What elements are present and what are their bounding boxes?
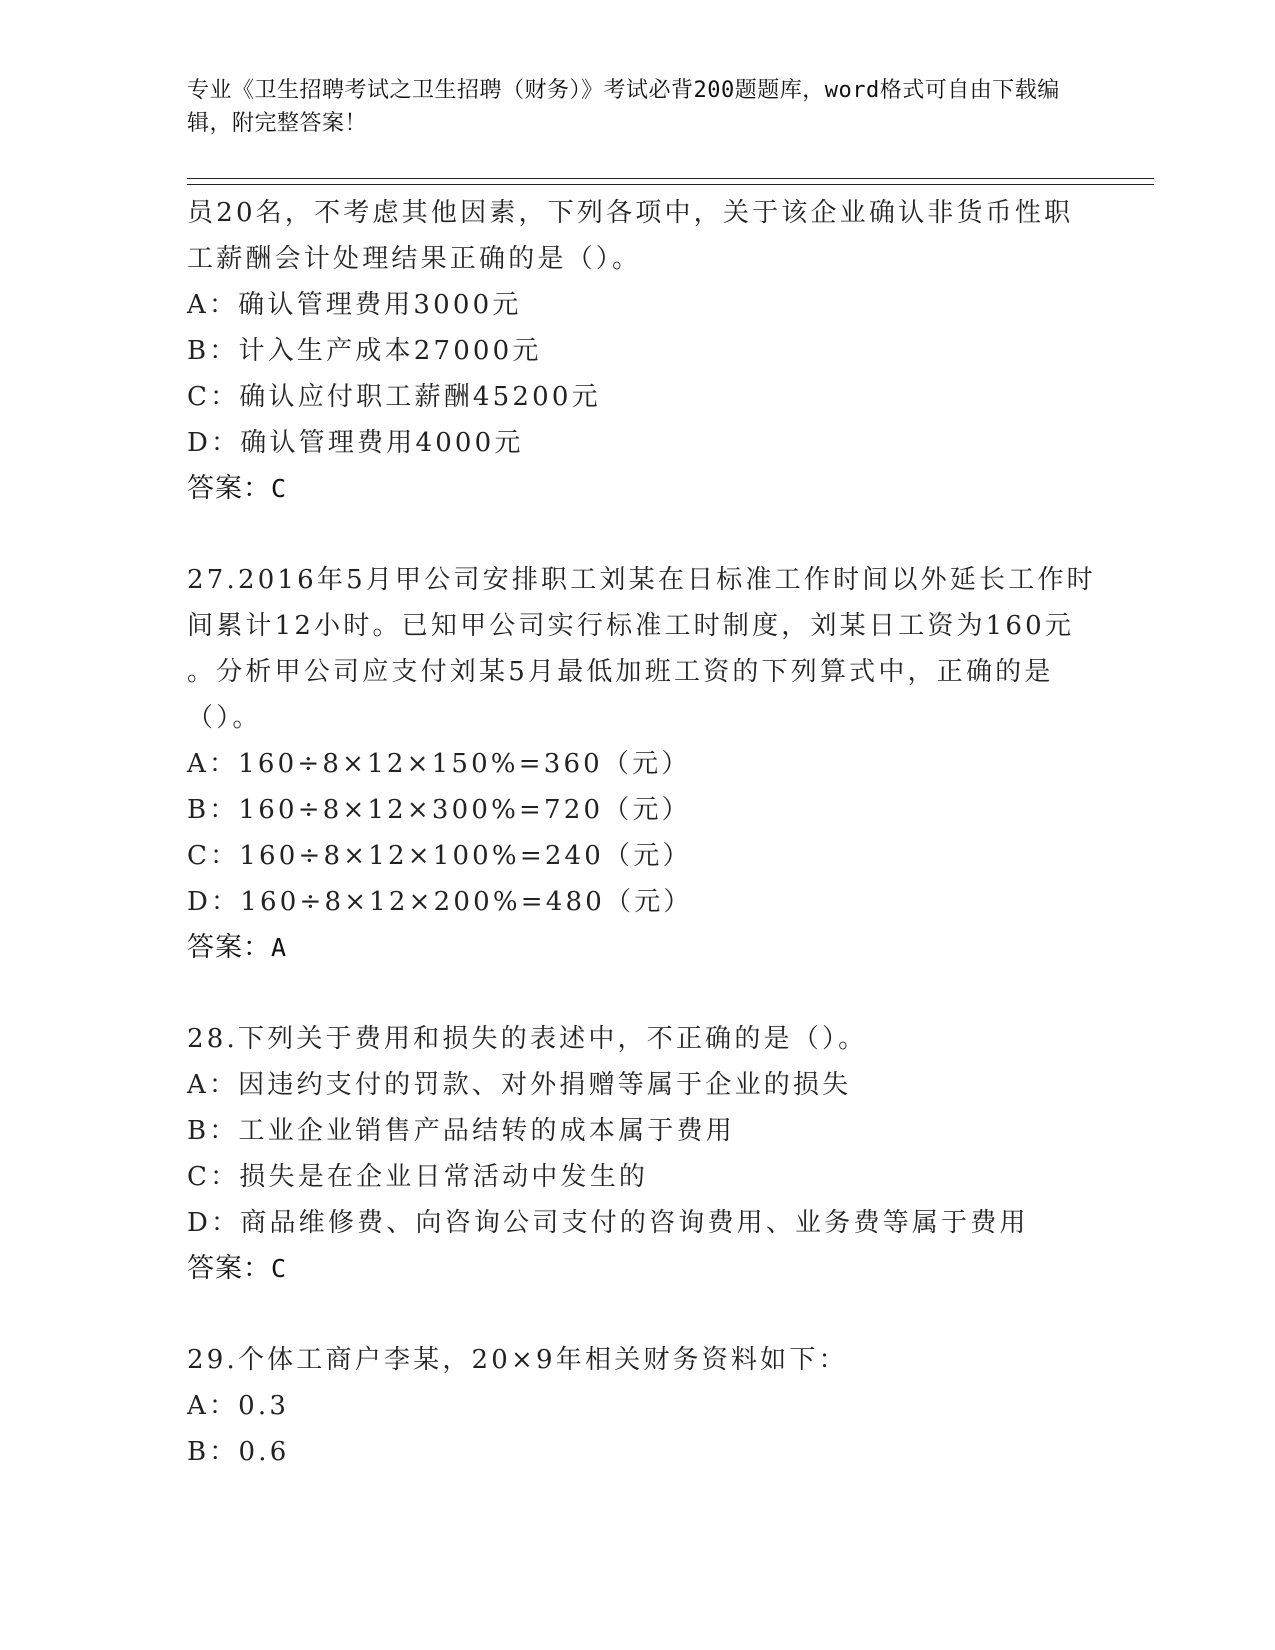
option-b: B：160÷8×12×300%=720（元） <box>187 795 691 825</box>
answer-line <box>187 466 1087 512</box>
question-stem-line: 间累计12小时。已知甲公司实行标准工时制度，刘某日工资为160元 <box>187 611 1075 641</box>
option-c: C：损失是在企业日常活动中发生的 <box>187 1162 649 1192</box>
option-a: A：确认管理费用3000元 <box>187 290 522 320</box>
question-stem-line: 工薪酬会计处理结果正确的是（）。 <box>187 244 642 274</box>
option-c: C：确认应付职工薪酬45200元 <box>187 382 601 412</box>
question-stem-line: 28.下列关于费用和损失的表述中，不正确的是（）。 <box>187 1024 868 1054</box>
question-gap <box>187 1292 1087 1337</box>
header-divider-bottom <box>187 184 1154 185</box>
question-26 <box>187 190 1087 512</box>
question-stem-line: 29.个体工商户李某，20×9年相关财务资料如下： <box>187 1345 848 1375</box>
question-stem-line: （）。 <box>187 703 262 733</box>
question-stem-line: 员20名，不考虑其他因素，下列各项中，关于该企业确认非货币性职 <box>187 198 1074 228</box>
question-27 <box>187 557 1096 971</box>
question-28 <box>187 1016 1087 1292</box>
option-a: A：因违约支付的罚款、对外捐赠等属于企业的损失 <box>187 1070 852 1100</box>
option-c: C：160÷8×12×100%=240（元） <box>187 841 692 871</box>
question-gap <box>187 971 1087 1016</box>
option-d: D：确认管理费用4000元 <box>187 428 524 458</box>
question-list <box>187 190 1096 1475</box>
answer-label: 答案： <box>187 1253 271 1284</box>
option-b: B：工业企业销售产品结转的成本属于费用 <box>187 1116 735 1146</box>
answer-value: C <box>271 474 288 503</box>
option-b: B：0.6 <box>187 1437 290 1467</box>
question-gap <box>187 512 1087 557</box>
question-stem-line: 。分析甲公司应支付刘某5月最低加班工资的下列算式中，正确的是 <box>187 657 1054 687</box>
answer-line <box>187 1246 1087 1292</box>
option-a: A：160÷8×12×150%=360（元） <box>187 749 691 779</box>
option-d: D：商品维修费、向咨询公司支付的咨询费用、业务费等属于费用 <box>187 1208 1029 1238</box>
answer-value: A <box>271 933 288 962</box>
question-stem-line: 27.2016年5月甲公司安排职工刘某在日标准工作时间以外延长工作时 <box>187 565 1096 595</box>
answer-line <box>187 925 1087 971</box>
option-a: A：0.3 <box>187 1391 290 1421</box>
answer-label: 答案： <box>187 932 271 963</box>
question-29 <box>187 1337 1087 1475</box>
answer-label: 答案： <box>187 473 271 504</box>
document-header: 专业《卫生招聘考试之卫生招聘（财务）》考试必背200题题库，word格式可自由下载编辑，附完整答案！ <box>187 78 1060 136</box>
option-d: D：160÷8×12×200%=480（元） <box>187 887 693 917</box>
header-divider-top <box>187 178 1154 179</box>
answer-value: C <box>271 1254 288 1283</box>
option-b: B：计入生产成本27000元 <box>187 336 542 366</box>
